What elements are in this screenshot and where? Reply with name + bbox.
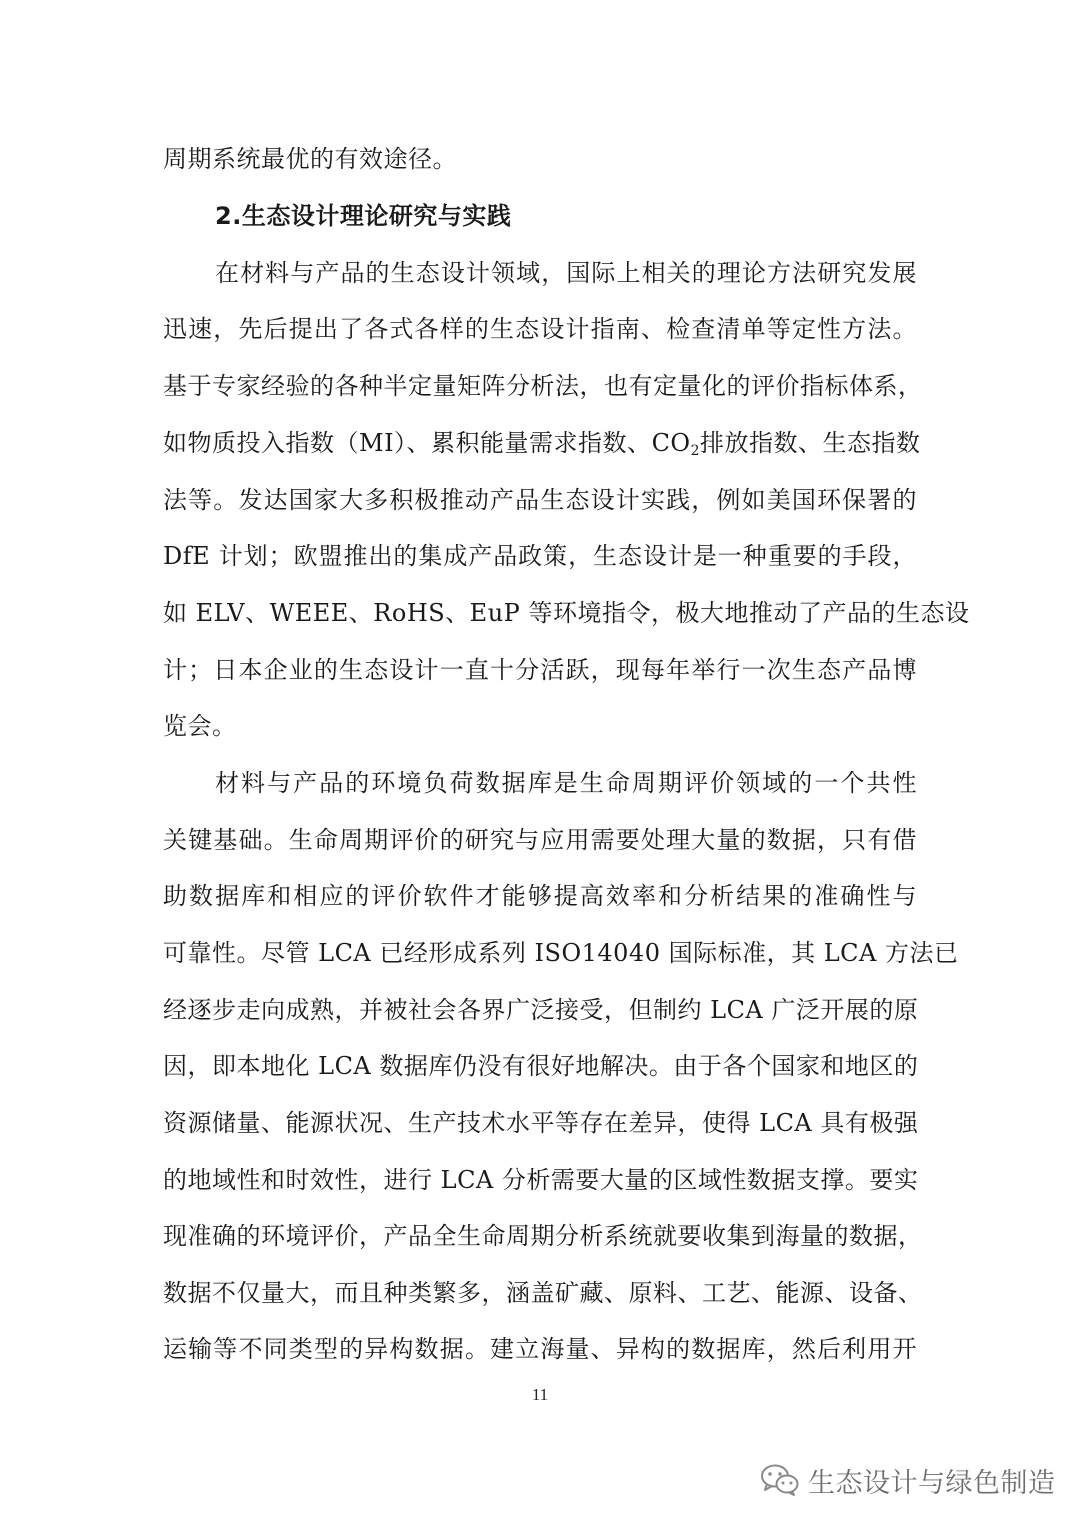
paragraph-line: 因，即本地化 LCA 数据库仍没有很好地解决。由于各个国家和地区的 xyxy=(163,1052,919,1080)
paragraph-line: 如 ELV、WEEE、RoHS、EuP 等环境指令，极大地推动了产品的生态设 xyxy=(163,599,970,627)
paragraph-line: 迅速，先后提出了各式各样的生态设计指南、检查清单等定性方法。 xyxy=(163,315,917,343)
paragraph-line: 法等。发达国家大多积极推动产品生态设计实践，例如美国环保署的 xyxy=(163,486,917,514)
wechat-icon xyxy=(760,1463,800,1497)
paragraph-line: 的地域性和时效性，进行 LCA 分析需要大量的区域性数据支撑。要实 xyxy=(163,1166,919,1194)
paragraph-line: 资源储量、能源状况、生产技术水平等存在差异，使得 LCA 具有极强 xyxy=(163,1109,919,1137)
paragraph-line: 计；日本企业的生态设计一直十分活跃，现每年举行一次生态产品博 xyxy=(163,656,917,684)
text-segment: 排放指数、生态指数 xyxy=(700,429,921,457)
page-number: 11 xyxy=(531,1385,549,1404)
paragraph-line: 在材料与产品的生态设计领域，国际上相关的理论方法研究发展 xyxy=(215,259,917,287)
paragraph-line: 关键基础。生命周期评价的研究与应用需要处理大量的数据，只有借 xyxy=(163,826,917,854)
paragraph-line: 经逐步走向成熟，并被社会各界广泛接受，但制约 LCA 广泛开展的原 xyxy=(163,996,919,1024)
paragraph-line: 助数据库和相应的评价软件才能够提高效率和分析结果的准确性与 xyxy=(163,882,917,910)
text-segment: 如物质投入指数（MI）、累积能量需求指数、 xyxy=(163,429,652,457)
paragraph-line: 现准确的环境评价，产品全生命周期分析系统就要收集到海量的数据， xyxy=(163,1222,923,1250)
chemical-formula: $CO_2$ xyxy=(651,429,701,459)
paragraph-line: 览会。 xyxy=(163,712,237,740)
paragraph-line xyxy=(163,427,921,459)
watermark xyxy=(760,1460,1056,1500)
watermark-text: 生态设计与绿色制造 xyxy=(808,1467,1056,1499)
paragraph-line: DfE 计划；欧盟推出的集成产品政策，生态设计是一种重要的手段， xyxy=(163,542,917,570)
paragraph-line: 运输等不同类型的异构数据。建立海量、异构的数据库，然后利用开 xyxy=(163,1335,917,1363)
paragraph-line: 可靠性。尽管 LCA 已经形成系列 ISO14040 国际标准，其 LCA 方法已 xyxy=(163,939,959,967)
section-heading: 2.生态设计理论研究与实践 xyxy=(215,202,512,230)
paragraph-line: 周期系统最优的有效途径。 xyxy=(163,145,457,173)
paragraph-line: 数据不仅量大，而且种类繁多，涵盖矿藏、原料、工艺、能源、设备、 xyxy=(163,1279,923,1307)
subscript: 2 xyxy=(690,443,701,459)
paragraph-line: 材料与产品的环境负荷数据库是生命周期评价领域的一个共性 xyxy=(215,769,917,797)
paragraph-line: 基于专家经验的各种半定量矩阵分析法，也有定量化的评价指标体系， xyxy=(163,372,923,400)
